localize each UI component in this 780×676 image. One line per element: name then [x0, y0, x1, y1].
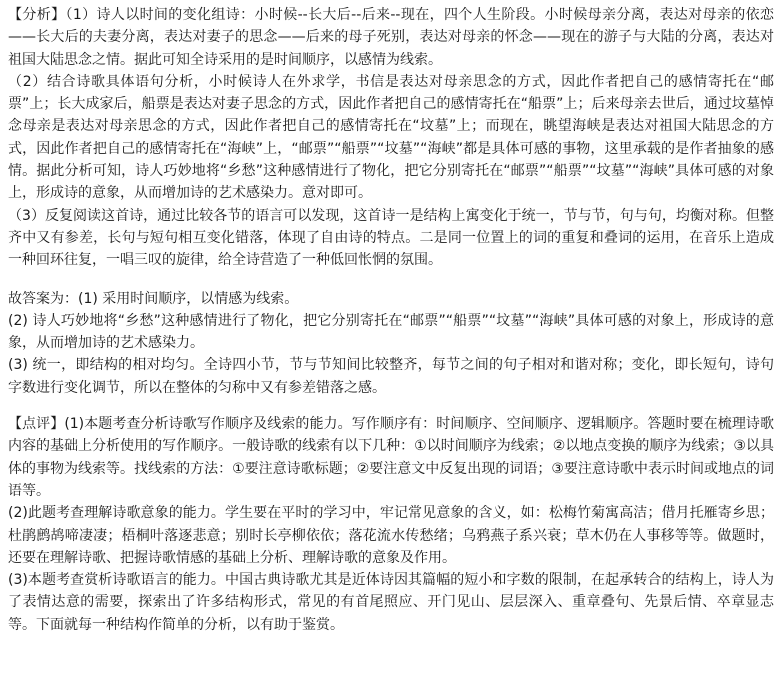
- comment-paragraph-3: (3)本题考查赏析诗歌语言的能力。中国古典诗歌尤其是近体诗因其篇幅的短小和字数的限制，在起承转合的结构上，诗人为了表情达意的需要，探索出了许多结构形式，常见的有首尾照应、开门见山、层层深入、重章叠句、先景后情、卒章显志等。下面就每一种结构作简单的分析，以有助于鉴赏。: [8, 572, 774, 633]
- analysis-paragraph-3: （3）反复阅读这首诗，通过比较各节的语言可以发现，这首诗一是结构上寓变化于统一，节与节，句与句，均衡对称。但整齐中又有参差，长句与短句相互变化错落，体现了自由诗的特点。二是同一位置上的词的重复和叠词的运用，在音乐上造成一种回环往复，一唱三叹的旋律，给全诗营造了一种低回怅惘的氛围。: [8, 207, 774, 269]
- analysis-section: [8, 4, 774, 272]
- analysis-paragraph-1: 【分析】（1）诗人以时间的变化组诗：小时候--长大后--后来--现在，四个人生阶段。小时候母亲分离，表达对母亲的依恋——长大后的夫妻分离，表达对妻子的思念——后来的母子死别，表达对母亲的怀念——现在的游子与大陆的分离，表达对祖国大陆思念之情。据此可知全诗采用的是时间顺序，以感情为线索。: [8, 7, 774, 68]
- answer-section: [8, 288, 774, 399]
- answer-line-1: 故答案为：(1) 采用时间顺序，以情感为线索。: [8, 290, 299, 307]
- answer-line-3: (3) 统一，即结构的相对均匀。全诗四小节，节与节知间比较整齐，每节之间的句子相对和谐对称；变化，即长短句，诗句字数进行变化调节，所以在整体的匀称中又有参差错落之感。: [8, 357, 774, 396]
- comment-paragraph-1: 【点评】(1)本题考查分析诗歌写作顺序及线索的能力。写作顺序有：时间顺序、空间顺序、逻辑顺序。答题时要在梳理诗歌内容的基础上分析使用的写作顺序。一般诗歌的线索有以下几种：①以时间顺序为线索；②以地点变换的顺序为线索；③以具体的事物为线索等。找线索的方法：①要注意诗歌标题；②要注意文中反复出现的词语；③要注意诗歌中表示时间或地点的词语等。: [8, 416, 774, 499]
- analysis-paragraph-2: （2）结合诗歌具体语句分析，小时候诗人在外求学，书信是表达对母亲思念的方式，因此作者把自己的感情寄托在“邮票”上；长大成家后，船票是表达对妻子思念的方式，因此作者把自己的感情寄托在“船票”上；后来母亲去世后，通过坟墓悼念母亲是表达对母亲思念的方式，因此作者把自己的感情寄托在“坟墓”上；而现在，眺望海峡是表达对祖国大陆思念的方式，因此作者把自己的感情寄托在“海峡”上，“邮票”“船票”“坟墓”“海峡”都是具体可感的事物，这里承载的是作者抽象的感情。据此分析可知，诗人巧妙地将“乡愁”这种感情进行了物化，把它分别寄托在“邮票”“船票”“坟墓”“海峡”具体可感的对象上，形成诗的意象，从而增加诗的艺术感染力。意对即可。: [8, 73, 774, 202]
- answer-line-2: (2) 诗人巧妙地将“乡愁”这种感情进行了物化，把它分别寄托在“邮票”“船票”“坟墓”“海峡”具体可感的对象上，形成诗的意象，从而增加诗的艺术感染力。: [8, 312, 774, 352]
- comment-section: [8, 413, 774, 636]
- comment-paragraph-2: (2)此题考查理解诗歌意象的能力。学生要在平时的学习中，牢记常见意象的含义，如：松梅竹菊寓高洁；借月托雁寄乡思；杜鹃鹧鸪啼凄凄；梧桐叶落逐悲意；别时长亭柳依依；落花流水传愁绪；乌鸦燕子系兴衰；草木仍在人事移等等。做题时，还要在理解诗歌、把握诗歌情感的基础上分析、理解诗歌的意象及作用。: [8, 505, 774, 566]
